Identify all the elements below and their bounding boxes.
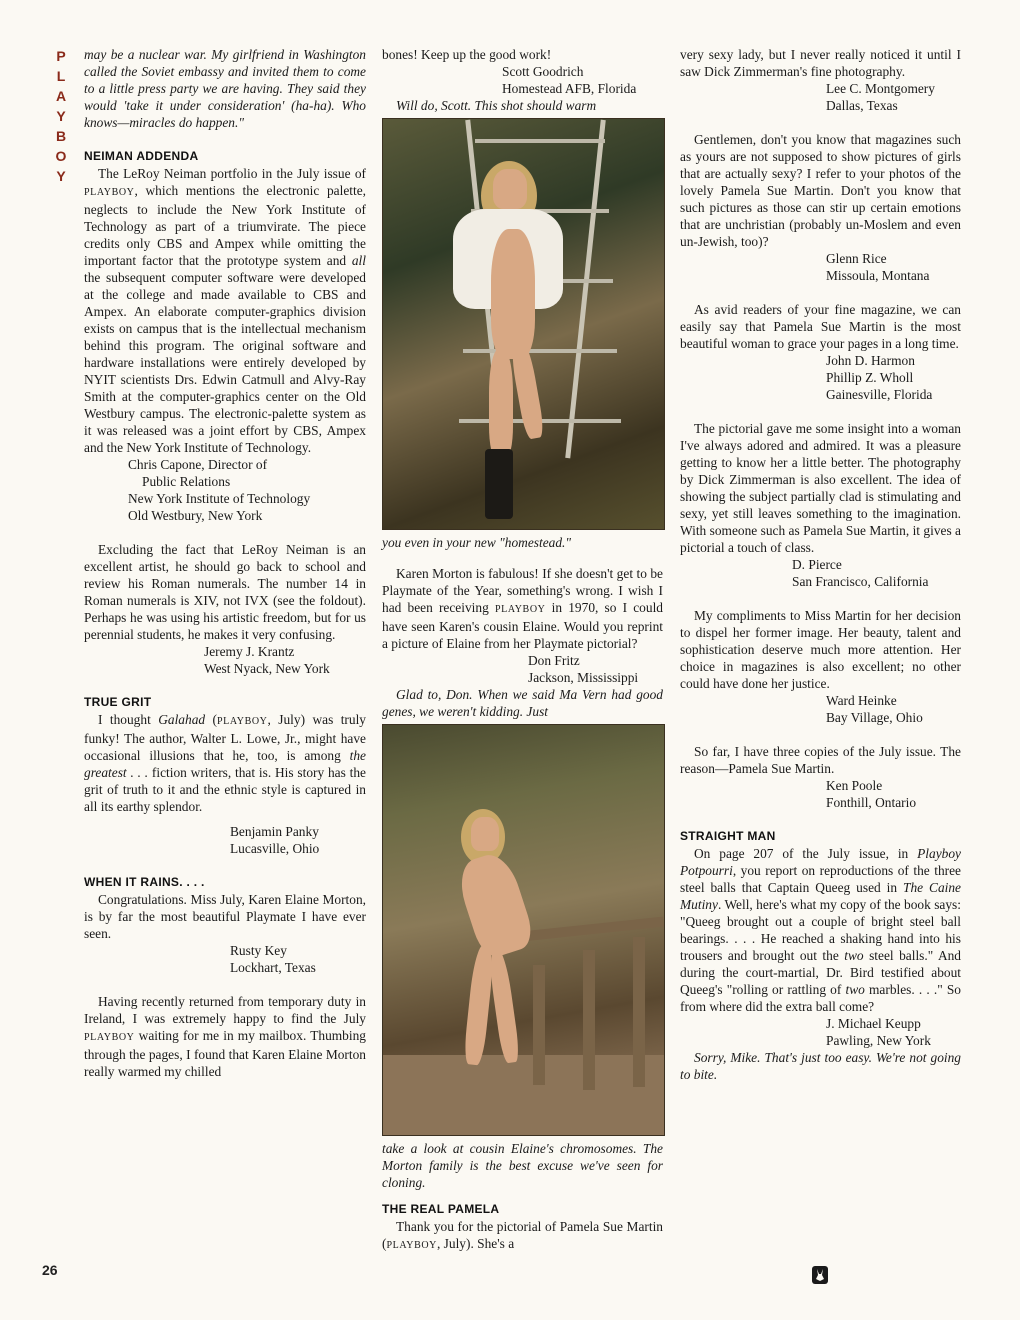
section-heading: TRUE GRIT — [84, 695, 152, 709]
letter-body: I thought Galahad (PLAYBOY, July) was truly funky! The author, Walter L. Lowe, Jr., might have occasional illusions that he, too, is among the greatest . . . fiction writers, that is. His story has the grit of truth to it and the ethnic style is captured in all its earthy splendor. — [84, 712, 366, 814]
photo-caption: take a look at cousin Elaine's chromosomes. The Morton family is the best excuse we've seen for cloning. — [382, 1141, 663, 1190]
photo-caption: you even in your new "homestead." — [382, 535, 571, 550]
letter-body: Thank you for the pictorial of Pamela Sue Martin (PLAYBOY, July). She's a — [382, 1219, 663, 1251]
page-number: 26 — [42, 1262, 58, 1278]
column-1 — [84, 46, 366, 1080]
editor-reply: Sorry, Mike. That's just too easy. We're not going to bite. — [680, 1050, 961, 1082]
section-heading: STRAIGHT MAN — [680, 829, 776, 843]
column-2 — [382, 46, 663, 1254]
section-heading: THE REAL PAMELA — [382, 1202, 500, 1216]
letter-body: On page 207 of the July issue, in Playboy Potpourri, you report on reproductions of the three steel balls that Captain Queeg used in The Caine Mutiny. Well, here's what my copy of the book says: "Queeg brought out a couple of bright steel ball bearings. . . . He reached a shaking hand into his trousers and brought out the two steel balls." And during the court-martial, Dr. Bird testified about Queeg's "rolling or rattling of two marbles. . . ." So from where did the extra ball come? — [680, 846, 962, 1014]
section-heading: WHEN IT RAINS. . . . — [84, 875, 205, 889]
letter-body: Karen Morton is fabulous! If she doesn't get to be Playmate of the Year, something's wrong. I wish I had been receiving PLAYBOY in 1970, so I could have seen Karen's cousin Elaine. Would you reprint a picture of Elaine from her Playmate pictorial? — [382, 566, 663, 651]
photo-porch — [382, 724, 665, 1136]
letter-signature: Ken Poole Fonthill, Ontario — [826, 778, 917, 810]
letter-signature: Don Fritz Jackson, Mississippi — [528, 653, 639, 685]
rabbit-logo-icon — [812, 1266, 828, 1284]
letter-signature: Jeremy J. Krantz West Nyack, New York — [204, 644, 330, 676]
letter-signature: Benjamin Panky Lucasville, Ohio — [230, 824, 320, 856]
letter-body: My compliments to Miss Martin for her decision to dispel her former image. Her beauty, talent and sophistication deserve much more attention. Her choice in magazines is also excellent; no other could have done her justice. — [680, 608, 961, 691]
playboy-masthead: P L A Y B O Y — [55, 48, 67, 184]
letter-body: The pictorial gave me some insight into a woman I've always adored and admired. It was a pleasure getting to know her a little better. The photography by Dick Zimmerman is also excellent. The idea of showing the subject partially clad is stimulating and sexy, yet still leaves something to the imagination. With someone such as Pamela Sue Martin, it gives a pictorial a touch of class. — [680, 421, 961, 555]
letter-continuation: very sexy lady, but I never really noticed it until I saw Dick Zimmerman's fine photography. — [680, 47, 961, 79]
letter-signature: Ward Heinke Bay Village, Ohio — [826, 693, 923, 725]
letter-continuation: may be a nuclear war. My girlfriend in Washington called the Soviet embassy and invited them to come to a little press party we are having. They said they would 'take it under consideration' (ha-ha). Who knows—miracles do happen." — [84, 47, 366, 130]
column-3 — [680, 46, 961, 1083]
letter-body: Excluding the fact that LeRoy Neiman is an excellent artist, he should go back to school and review his Roman numerals. The number 14 in Roman numerals is XIV, not IVX (see the foldout). Perhaps he was using his artistic freedom, but for us perennial students, he makes it very confusing. — [84, 542, 366, 642]
letter-signature: Chris Capone, Director of Public Relations New York Institute of Technology Old Westbury, New York — [128, 457, 311, 523]
letter-signature: Glenn Rice Missoula, Montana — [826, 251, 930, 283]
letter-signature: D. Pierce San Francisco, California — [792, 557, 929, 589]
letter-signature: Scott Goodrich Homestead AFB, Florida — [502, 64, 637, 96]
letter-signature: Rusty Key Lockhart, Texas — [230, 943, 316, 975]
letter-body: As avid readers of your fine magazine, we can easily say that Pamela Sue Martin is the most beautiful woman to grace your pages in a long time. — [680, 302, 961, 351]
letter-body: Congratulations. Miss July, Karen Elaine Morton, is by far the most beautiful Playmate I have ever seen. — [84, 892, 366, 941]
letter-body: The LeRoy Neiman portfolio in the July issue of PLAYBOY, which mentions the electronic palette, neglects to include the New York Institute of Technology as part of a triumvirate. The piece credits only CBS and Ampex while omitting the important factor that the prototype system and all the subsequent computer software were developed at the college and made available to CBS and Ampex. An elaborate computer-graphics division exists on campus that is the intellectual mechanism behind this program. The original software and hardware installations were entirely developed by NYIT scientists Drs. Edwin Catmull and Alvy-Ray Smith at the computer-graphics center on the Old Westbury campus. The electronic-palette system as it was released was a joint effort by CBS, Ampex and the New York Institute of Technology. — [84, 166, 366, 455]
letter-continuation: bones! Keep up the good work! — [382, 47, 552, 62]
letter-body: Gentlemen, don't you know that magazines such as yours are not supposed to show pictures of girls that are actually sexy? I refer to your photos of the lovely Pamela Sue Martin. Don't you know that such pictures as those can stir up certain emotions that are unchristian (probably un-Moslem and even un-Jewish, too)? — [680, 132, 961, 249]
letter-signature: J. Michael Keupp Pawling, New York — [826, 1016, 931, 1048]
photo-ladder — [382, 118, 665, 530]
editor-reply: Will do, Scott. This shot should warm — [396, 98, 597, 113]
letter-signature: Lee C. Montgomery Dallas, Texas — [826, 81, 935, 113]
letter-body: So far, I have three copies of the July issue. The reason—Pamela Sue Martin. — [680, 744, 961, 776]
letter-signature: John D. Harmon Phillip Z. Wholl Gainesville, Florida — [826, 353, 933, 402]
section-heading: NEIMAN ADDENDA — [84, 149, 199, 163]
editor-reply: Glad to, Don. When we said Ma Vern had good genes, we weren't kidding. Just — [382, 687, 663, 719]
letter-body: Having recently returned from temporary duty in Ireland, I was extremely happy to find the July PLAYBOY waiting for me in my mailbox. Thumbing through the pages, I found that Karen Elaine Morton really warmed my chilled — [84, 994, 366, 1079]
